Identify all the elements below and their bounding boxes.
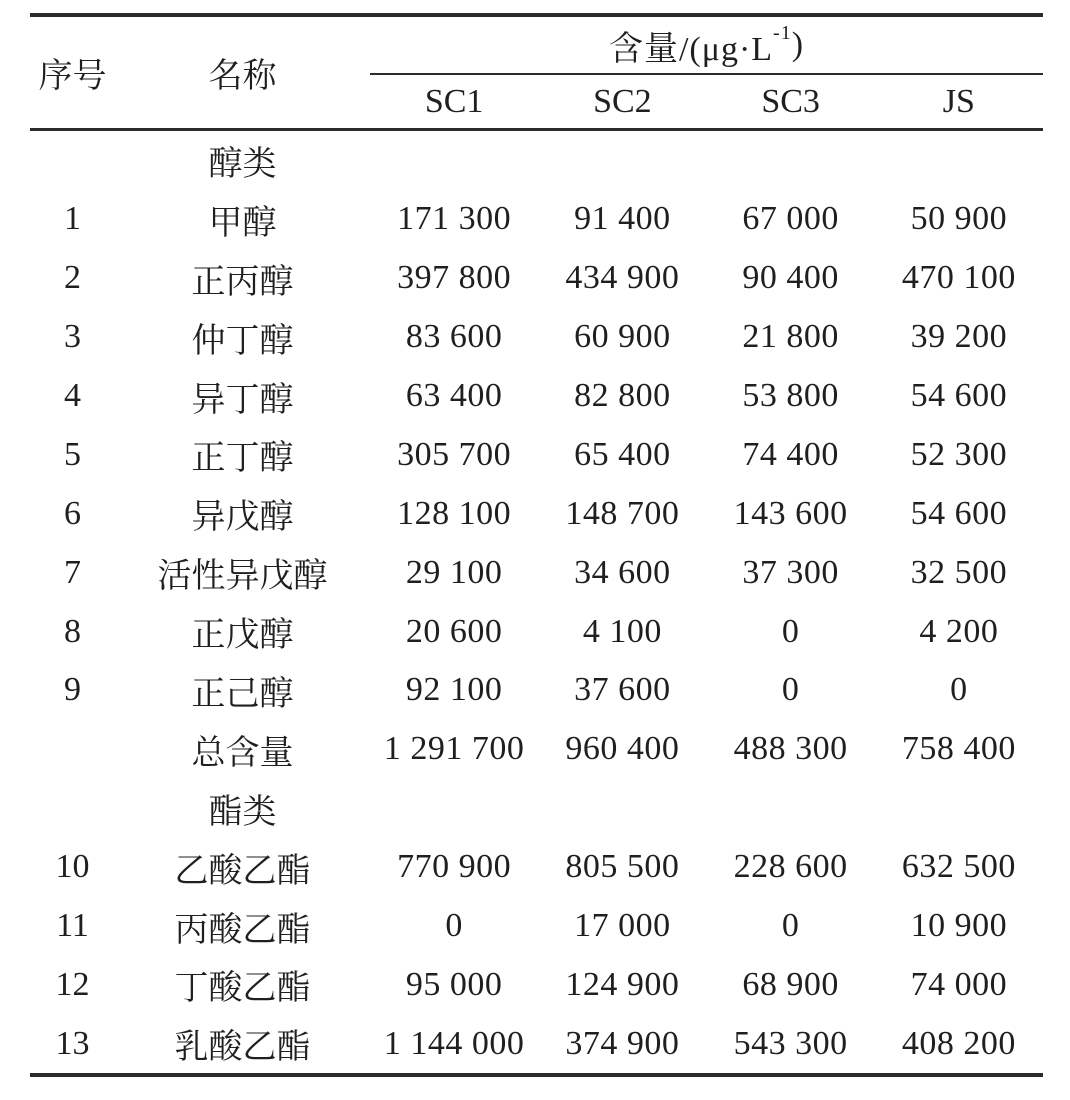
row-value-sc3: 0 (781, 612, 800, 650)
row-value-sc1: 770 900 (397, 848, 512, 886)
row-index: 12 (55, 965, 90, 1003)
row-value-sc1: 20 600 (405, 612, 503, 650)
row-value-sc1: 1 144 000 (383, 1024, 525, 1062)
table-row (30, 131, 1043, 190)
row-value-js: 50 900 (910, 200, 1008, 238)
row-index (30, 720, 115, 779)
header-unit: 含量/(μg·L $^{-1}$ ) (370, 17, 1043, 75)
row-index: 6 (64, 494, 81, 532)
row-name: 醇类 (208, 145, 277, 183)
row-value-sc3: 143 600 (733, 494, 848, 532)
row-index: 13 (55, 1024, 90, 1062)
row-name: 正丁醇 (191, 440, 294, 478)
header-content-group (370, 17, 1043, 128)
row-value-sc2: 148 700 (565, 494, 680, 532)
row-value-js: 632 500 (901, 848, 1016, 886)
header-sample-sc3: SC3 (761, 82, 820, 120)
row-value-sc2 (538, 779, 706, 838)
table-header (30, 17, 1043, 131)
row-value-sc1: 63 400 (405, 377, 503, 414)
row-value-sc1: 128 100 (397, 494, 512, 532)
row-name: 异丁醇 (191, 381, 294, 419)
row-value-sc1: 0 (445, 907, 463, 945)
row-value-sc1: 95 000 (405, 965, 503, 1003)
row-value-sc2: 960 400 (565, 730, 680, 768)
row-value-sc1: 171 300 (397, 200, 512, 238)
row-value-sc3: 53 800 (742, 377, 839, 414)
row-value-js: 408 200 (901, 1024, 1016, 1062)
row-value-sc3: 90 400 (742, 259, 839, 297)
row-name: 正戊醇 (191, 617, 294, 655)
row-value-sc1 (370, 131, 538, 190)
table-row (30, 602, 1043, 661)
row-value-sc3: 21 800 (742, 318, 839, 356)
row-value-js: 52 300 (910, 435, 1008, 473)
row-value-sc1: 92 100 (405, 671, 503, 709)
row-value-sc2: 60 900 (574, 318, 671, 356)
header-unit-suffix: ) (791, 26, 805, 63)
row-value-js: 74 000 (910, 965, 1008, 1003)
row-value-sc2: 34 600 (574, 553, 671, 591)
row-value-js: 39 200 (910, 318, 1008, 356)
row-value-js: 470 100 (901, 259, 1016, 297)
row-name: 酯类 (208, 793, 277, 831)
table-row (30, 249, 1043, 308)
row-name: 正己醇 (191, 675, 294, 713)
table-row (30, 838, 1043, 897)
row-value-sc2: 82 800 (574, 377, 671, 414)
table-row (30, 190, 1043, 249)
row-index: 10 (55, 848, 90, 886)
header-unit-prefix: 含量/(μg·L (608, 30, 774, 68)
header-sample-js: JS (942, 82, 975, 120)
row-value-sc2: 17 000 (574, 907, 671, 945)
row-index: 1 (64, 200, 81, 238)
row-value-sc1: 305 700 (397, 435, 512, 473)
row-value-sc1: 83 600 (405, 318, 503, 356)
header-sample-sc2: SC2 (593, 82, 652, 120)
row-value-js: 54 600 (910, 494, 1008, 532)
row-value-sc1: 397 800 (397, 259, 512, 297)
row-value-sc2: 434 900 (565, 259, 680, 297)
row-value-js: 54 600 (910, 377, 1008, 414)
table-row (30, 425, 1043, 484)
header-name: 名称 (208, 58, 277, 95)
table-row (30, 897, 1043, 956)
table-row (30, 1014, 1043, 1073)
row-name: 活性异戊醇 (157, 558, 328, 596)
row-value-sc2: 37 600 (574, 671, 671, 709)
row-value-js: 0 (950, 671, 968, 709)
table-row (30, 367, 1043, 426)
row-value-sc3: 74 400 (742, 435, 839, 473)
row-value-js (875, 779, 1043, 838)
row-name: 丙酸乙酯 (174, 911, 311, 949)
row-index (30, 779, 115, 838)
table-row (30, 955, 1043, 1014)
row-index: 7 (64, 553, 81, 591)
row-value-sc2 (538, 131, 706, 190)
header-sample-sc1: SC1 (424, 82, 484, 120)
row-value-sc3: 228 600 (733, 848, 848, 886)
table-row (30, 661, 1043, 720)
row-value-sc3: 543 300 (733, 1024, 848, 1062)
table-row (30, 720, 1043, 779)
table-row (30, 779, 1043, 838)
row-index: 9 (64, 671, 81, 709)
row-value-sc3: 37 300 (742, 553, 839, 591)
table-row (30, 484, 1043, 543)
row-value-js: 10 900 (910, 907, 1008, 945)
row-value-js: 32 500 (910, 553, 1008, 591)
row-value-js: 4 200 (919, 612, 999, 650)
row-index: 8 (64, 612, 81, 650)
table-body (30, 131, 1043, 1073)
row-value-sc3: 0 (781, 907, 800, 945)
content-table (30, 13, 1043, 1077)
row-index: 5 (64, 435, 81, 473)
row-name: 乙酸乙酯 (174, 852, 311, 890)
row-name: 仲丁醇 (191, 322, 294, 360)
row-name: 乳酸乙酯 (174, 1029, 311, 1067)
row-index (30, 131, 115, 190)
table-row (30, 543, 1043, 602)
row-value-sc3: 67 000 (742, 200, 839, 238)
row-index: 11 (56, 907, 89, 945)
row-value-sc3 (707, 779, 875, 838)
row-index: 3 (64, 318, 81, 356)
row-value-sc2: 805 500 (565, 848, 680, 886)
row-name: 正丙醇 (191, 263, 294, 301)
row-name: 总含量 (191, 734, 294, 772)
table-row (30, 308, 1043, 367)
row-value-sc2: 4 100 (582, 612, 662, 650)
row-value-js: 758 400 (901, 730, 1016, 768)
row-index: 2 (64, 259, 81, 297)
row-value-sc1: 29 100 (405, 553, 503, 591)
row-value-sc1 (370, 779, 538, 838)
row-value-sc3: 68 900 (742, 965, 839, 1003)
row-name: 异戊醇 (191, 499, 294, 537)
row-value-sc2: 91 400 (574, 200, 671, 238)
header-index: 序号 (38, 58, 107, 95)
row-value-sc2: 65 400 (574, 435, 671, 473)
row-value-sc2: 124 900 (565, 965, 680, 1003)
row-index: 4 (64, 377, 81, 414)
row-name: 甲醇 (208, 204, 277, 242)
row-value-sc3 (707, 131, 875, 190)
row-value-sc3: 488 300 (733, 730, 848, 768)
row-value-sc1: 1 291 700 (383, 730, 525, 768)
row-name: 丁酸乙酯 (174, 970, 311, 1008)
row-value-sc2: 374 900 (565, 1024, 680, 1062)
header-sample-row (370, 75, 1043, 128)
row-value-sc3: 0 (781, 671, 800, 709)
row-value-js (875, 131, 1043, 190)
